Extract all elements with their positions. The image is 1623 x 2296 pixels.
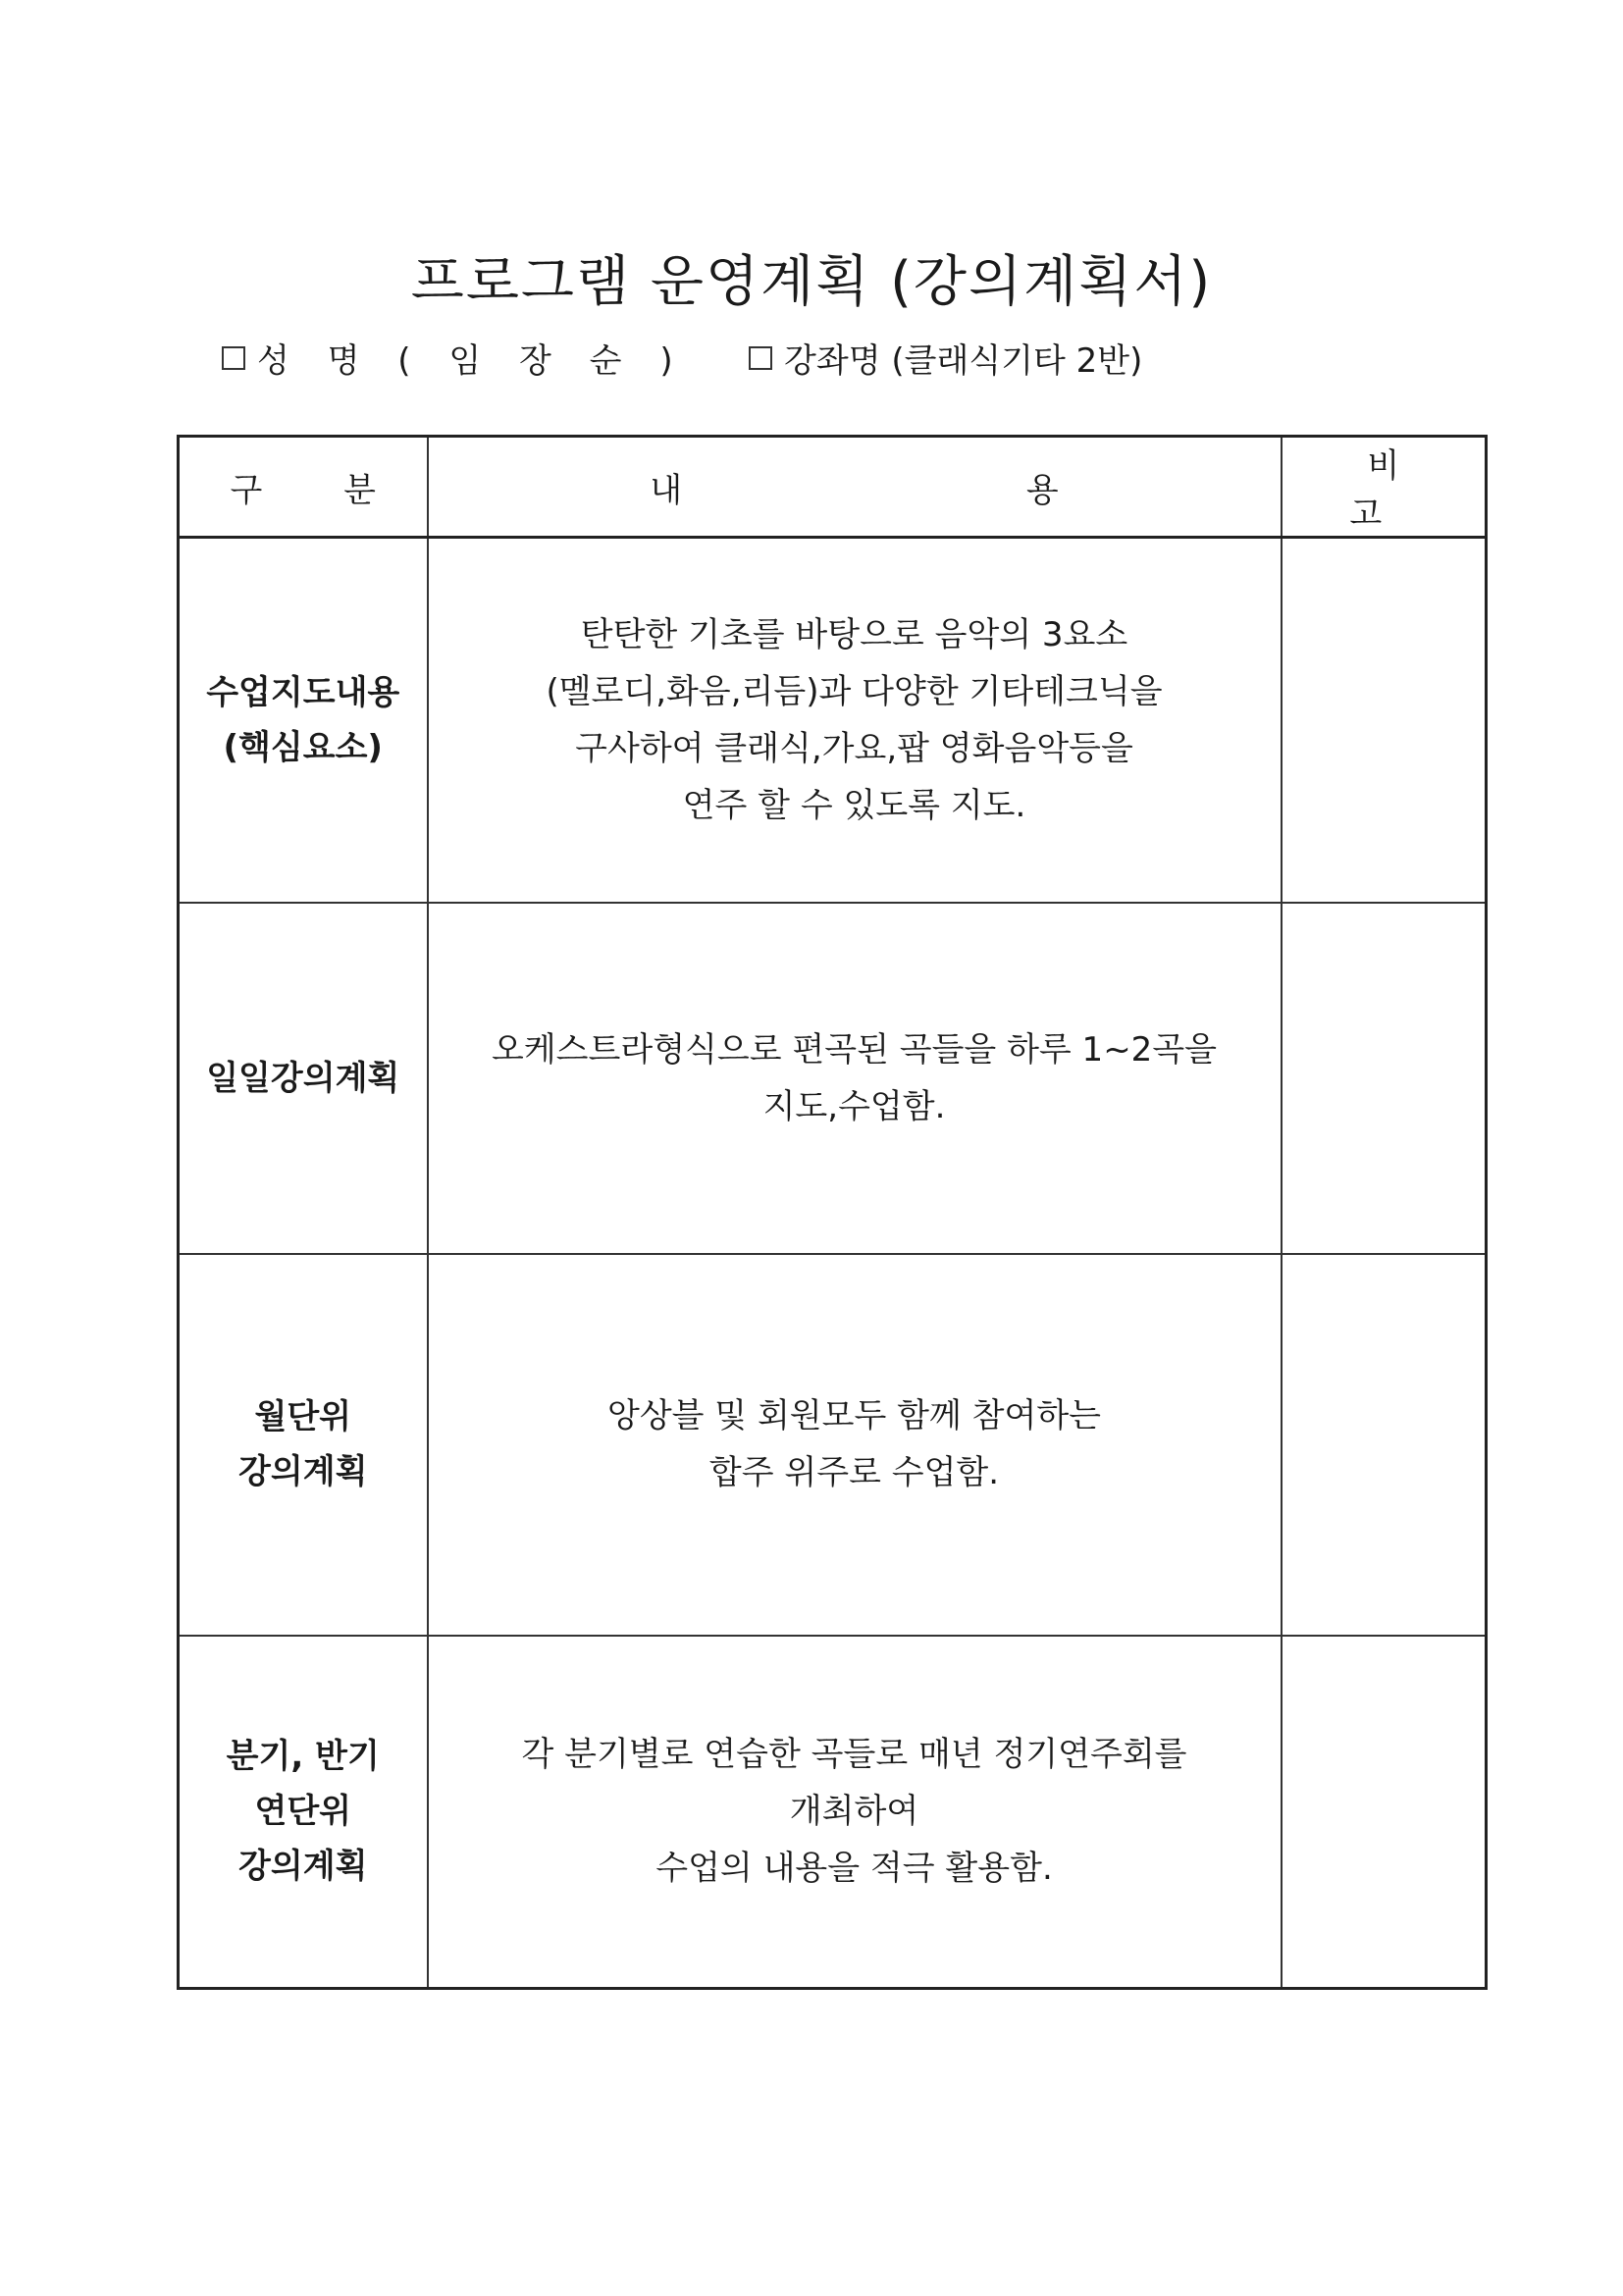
row-category: 분기, 반기 연단위 강의계획 — [179, 1636, 428, 1989]
row-category: 월단위 강의계획 — [179, 1254, 428, 1636]
row-note — [1282, 1636, 1487, 1989]
course-name-line — [749, 334, 1142, 382]
table-row — [179, 903, 1487, 1254]
row-content: 각 분기별로 연습한 곡들로 매년 정기연주회를 개최하여 수업의 내용을 적극 활용함. — [428, 1636, 1282, 1989]
row-content: 앙상블 및 회원모두 함께 참여하는 합주 위주로 수업함. — [428, 1254, 1282, 1636]
header-category: 구 분 — [179, 437, 428, 538]
header-content: 내 용 — [428, 437, 1282, 538]
checkbox-icon — [222, 346, 245, 370]
row-note — [1282, 538, 1487, 903]
row-content: 탄탄한 기초를 바탕으로 음악의 3요소 (멜로디,화음,리듬)과 다양한 기타테크닉을 구사하여 클래식,가요,팝 영화음악등을 연주 할 수 있도록 지도. — [428, 538, 1282, 903]
row-note — [1282, 1254, 1487, 1636]
course-name: 강좌명 (클래식기타 2반) — [784, 341, 1143, 381]
row-category: 수업지도내용 (핵심요소) — [179, 538, 428, 903]
table-header-row — [179, 437, 1487, 538]
row-note — [1282, 903, 1487, 1254]
instructor-name-line — [222, 334, 687, 382]
table-row — [179, 1254, 1487, 1636]
lecture-plan-table — [177, 435, 1488, 1990]
row-content: 오케스트라형식으로 편곡된 곡들을 하루 1~2곡을 지도,수업함. — [428, 903, 1282, 1254]
instructor-name: 성 명 ( 임 장 순 ) — [257, 341, 687, 381]
checkbox-icon — [749, 346, 772, 370]
table-row — [179, 1636, 1487, 1989]
header-note: 비 고 — [1282, 437, 1487, 538]
row-category: 일일강의계획 — [179, 903, 428, 1254]
page-title: 프로그램 운영계획 (강의계획서) — [410, 249, 1213, 314]
table-row — [179, 538, 1487, 903]
